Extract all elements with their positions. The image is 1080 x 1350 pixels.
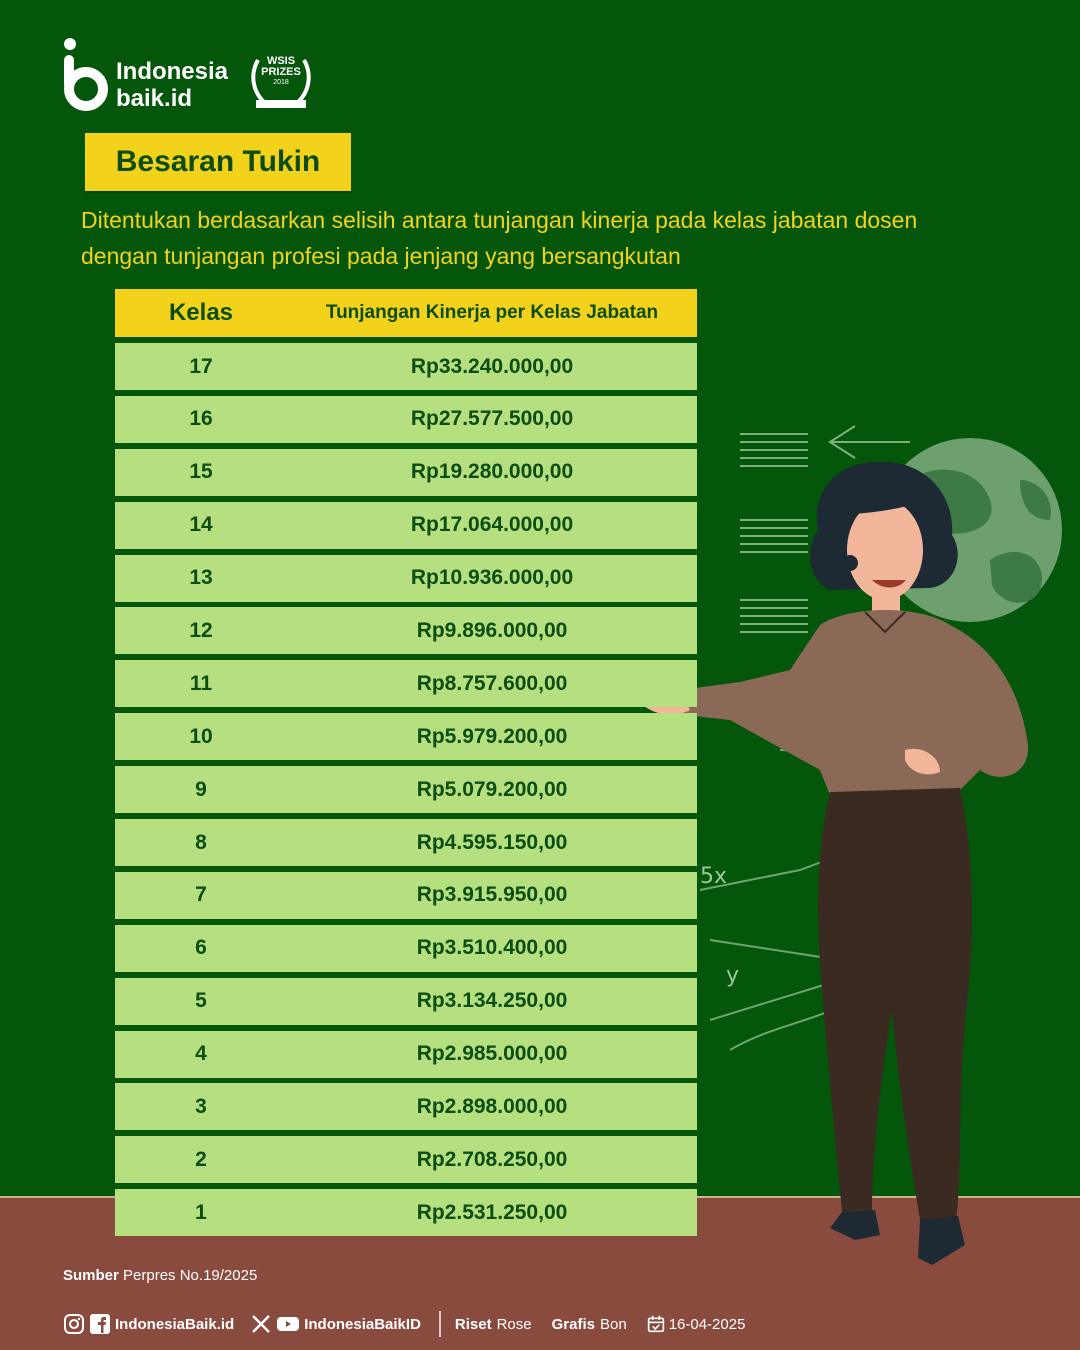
- riset-label: Riset: [454, 1315, 492, 1333]
- riset-value: Rose: [496, 1315, 532, 1333]
- table-row: [115, 1189, 697, 1236]
- amount-cell: Rp3.915.950,00: [416, 883, 568, 907]
- kelas-cell: 14: [189, 513, 213, 537]
- subtitle: Ditentukan berdasarkan selisih antara tunjangan kinerja pada kelas jabatan dosen dengan tunjangan profesi pada jenjang yang bersangkutan: [81, 207, 918, 269]
- kelas-cell: 13: [189, 566, 213, 590]
- kelas-cell: 9: [195, 777, 207, 801]
- amount-cell: Rp17.064.000,00: [410, 513, 574, 537]
- table-row: [115, 872, 697, 919]
- award-line2: PRIZES: [261, 66, 301, 78]
- kelas-cell: 12: [189, 618, 213, 642]
- source-label: Sumber: [63, 1267, 119, 1284]
- brand-name: [116, 58, 228, 112]
- table-row: [115, 1083, 697, 1130]
- table-row: [115, 396, 697, 443]
- amount-cell: Rp8.757.600,00: [416, 671, 568, 695]
- facebook-icon[interactable]: [89, 1313, 111, 1335]
- wsis-award-badge: [246, 52, 316, 116]
- amount-cell: Rp9.896.000,00: [416, 618, 568, 642]
- grafis-value: Bon: [599, 1315, 627, 1333]
- table-row: [115, 819, 697, 866]
- table-row: [115, 1136, 697, 1183]
- kelas-cell: 7: [195, 883, 207, 907]
- amount-cell: Rp10.936.000,00: [410, 566, 574, 590]
- kelas-cell: 15: [189, 460, 213, 484]
- table-row: [115, 978, 697, 1025]
- footer-credits: [63, 1312, 745, 1336]
- amount-cell: Rp2.708.250,00: [416, 1147, 568, 1171]
- award-label: WINNER: [266, 91, 296, 98]
- award-line1: WSIS: [266, 55, 296, 67]
- kelas-cell: 16: [189, 407, 213, 431]
- kelas-cell: 3: [195, 1094, 207, 1118]
- kelas-cell: 10: [189, 724, 213, 748]
- kelas-cell: 6: [195, 936, 207, 960]
- publish-date: 16-04-2025: [668, 1315, 746, 1333]
- table-body: [115, 343, 697, 1236]
- footer-divider: [439, 1311, 441, 1337]
- amount-cell: Rp3.134.250,00: [416, 989, 568, 1013]
- table-row: [115, 713, 697, 760]
- header-kelas: Kelas: [168, 299, 234, 326]
- amount-cell: Rp5.079.200,00: [416, 777, 568, 801]
- table-row: [115, 502, 697, 549]
- header-amount: Tunjangan Kinerja per Kelas Jabatan: [325, 302, 659, 323]
- amount-cell: Rp5.979.200,00: [416, 724, 568, 748]
- brand-name-line1: Indonesia: [116, 58, 229, 85]
- chalk-label-a: 5x: [700, 864, 728, 889]
- kelas-cell: 4: [195, 1042, 207, 1066]
- instagram-icon[interactable]: [63, 1313, 85, 1335]
- table-row: [115, 555, 697, 602]
- kelas-cell: 11: [189, 671, 213, 695]
- youtube-icon[interactable]: [276, 1313, 300, 1335]
- amount-cell: Rp2.898.000,00: [416, 1094, 568, 1118]
- page-title: Besaran Tukin: [115, 145, 321, 178]
- amount-cell: Rp2.985.000,00: [416, 1042, 568, 1066]
- title-badge: [85, 133, 351, 191]
- amount-cell: Rp19.280.000,00: [410, 460, 574, 484]
- indonesiabaik-logo-icon: [62, 37, 108, 111]
- kelas-cell: 2: [195, 1147, 207, 1171]
- source-note: [63, 1267, 257, 1284]
- table-header: [115, 289, 697, 337]
- amount-cell: Rp2.531.250,00: [416, 1200, 568, 1224]
- x-twitter-icon[interactable]: [250, 1313, 272, 1335]
- kelas-cell: 1: [195, 1200, 207, 1224]
- tukin-table: [115, 289, 697, 1242]
- amount-cell: Rp3.510.400,00: [416, 936, 568, 960]
- table-row: [115, 1031, 697, 1078]
- brand-name-line2: baik.id: [116, 85, 193, 112]
- award-year: 2018: [273, 79, 289, 86]
- amount-cell: Rp27.577.500,00: [410, 407, 574, 431]
- amount-cell: Rp33.240.000,00: [410, 354, 574, 378]
- kelas-cell: 17: [189, 354, 213, 378]
- brand-logo: [62, 36, 228, 112]
- table-row: [115, 925, 697, 972]
- table-row: [115, 607, 697, 654]
- table-row: [115, 449, 697, 496]
- table-row: [115, 343, 697, 390]
- calendar-check-icon: [647, 1315, 665, 1333]
- source-value: Perpres No.19/2025: [123, 1267, 258, 1284]
- kelas-cell: 8: [195, 830, 207, 854]
- table-row: [115, 766, 697, 813]
- chalk-label-b: y: [726, 963, 740, 988]
- table-row: [115, 660, 697, 707]
- amount-cell: Rp4.595.150,00: [416, 830, 568, 854]
- social-handle-2[interactable]: IndonesiaBaikID: [304, 1315, 421, 1333]
- grafis-label: Grafis: [551, 1315, 595, 1333]
- kelas-cell: 5: [195, 989, 207, 1013]
- social-handle-1[interactable]: IndonesiaBaik.id: [115, 1315, 235, 1333]
